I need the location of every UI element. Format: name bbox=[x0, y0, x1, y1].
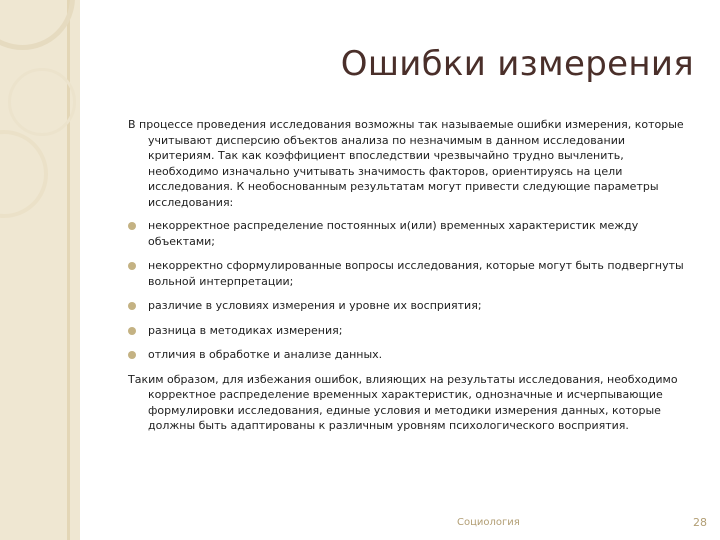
list-item bbox=[128, 298, 694, 314]
footer-text: Социология bbox=[457, 517, 520, 528]
list-item bbox=[128, 323, 694, 339]
bullet-icon bbox=[128, 222, 136, 230]
list-item-text: некорректно сформулированные вопросы исследования, которые могут быть подвергнуты вольной интерпретации; bbox=[148, 259, 684, 288]
list-item bbox=[128, 218, 694, 249]
list-item bbox=[128, 347, 694, 363]
list-item-text: некорректное распределение постоянных и(или) временных характеристик между объектами; bbox=[148, 219, 639, 248]
list-item-text: разница в методиках измерения; bbox=[148, 323, 343, 337]
list-item-text: отличия в обработке и анализе данных. bbox=[148, 348, 383, 361]
slide-title: Ошибки измерения bbox=[340, 44, 694, 84]
page-number: 28 bbox=[693, 516, 707, 529]
bullet-icon bbox=[128, 302, 136, 310]
factor-list bbox=[128, 218, 694, 363]
list-item-text: различие в условиях измерения и уровне их восприятия; bbox=[148, 299, 482, 312]
bullet-icon bbox=[128, 351, 136, 359]
bullet-icon bbox=[128, 262, 136, 270]
bullet-icon bbox=[128, 327, 136, 335]
intro-paragraph: В процессе проведения исследования возможны так называемые ошибки измерения, которые учитывают дисперсию объектов анализа по незначимым в данном исследовании критериям. Так как коэффициент впоследствии чрезвычайно трудно вычленить, необходимо изначально учитывать значимость факторов, ориентируясь на цели исследования. К необоснованным результатам могут привести следующие параметры исследования: bbox=[128, 118, 684, 209]
list-item bbox=[128, 258, 694, 289]
decorative-ring bbox=[8, 68, 76, 136]
conclusion-paragraph: Таким образом, для избежания ошибок, влияющих на результаты исследования, необходимо корректное распределение временных характеристик, однозначные и исчерпывающие формулировки исследования, единые условия и методики измерения данных, которые должны быть адаптированы к различным уровням психологического восприятия. bbox=[128, 372, 678, 432]
slide-body bbox=[128, 117, 694, 434]
